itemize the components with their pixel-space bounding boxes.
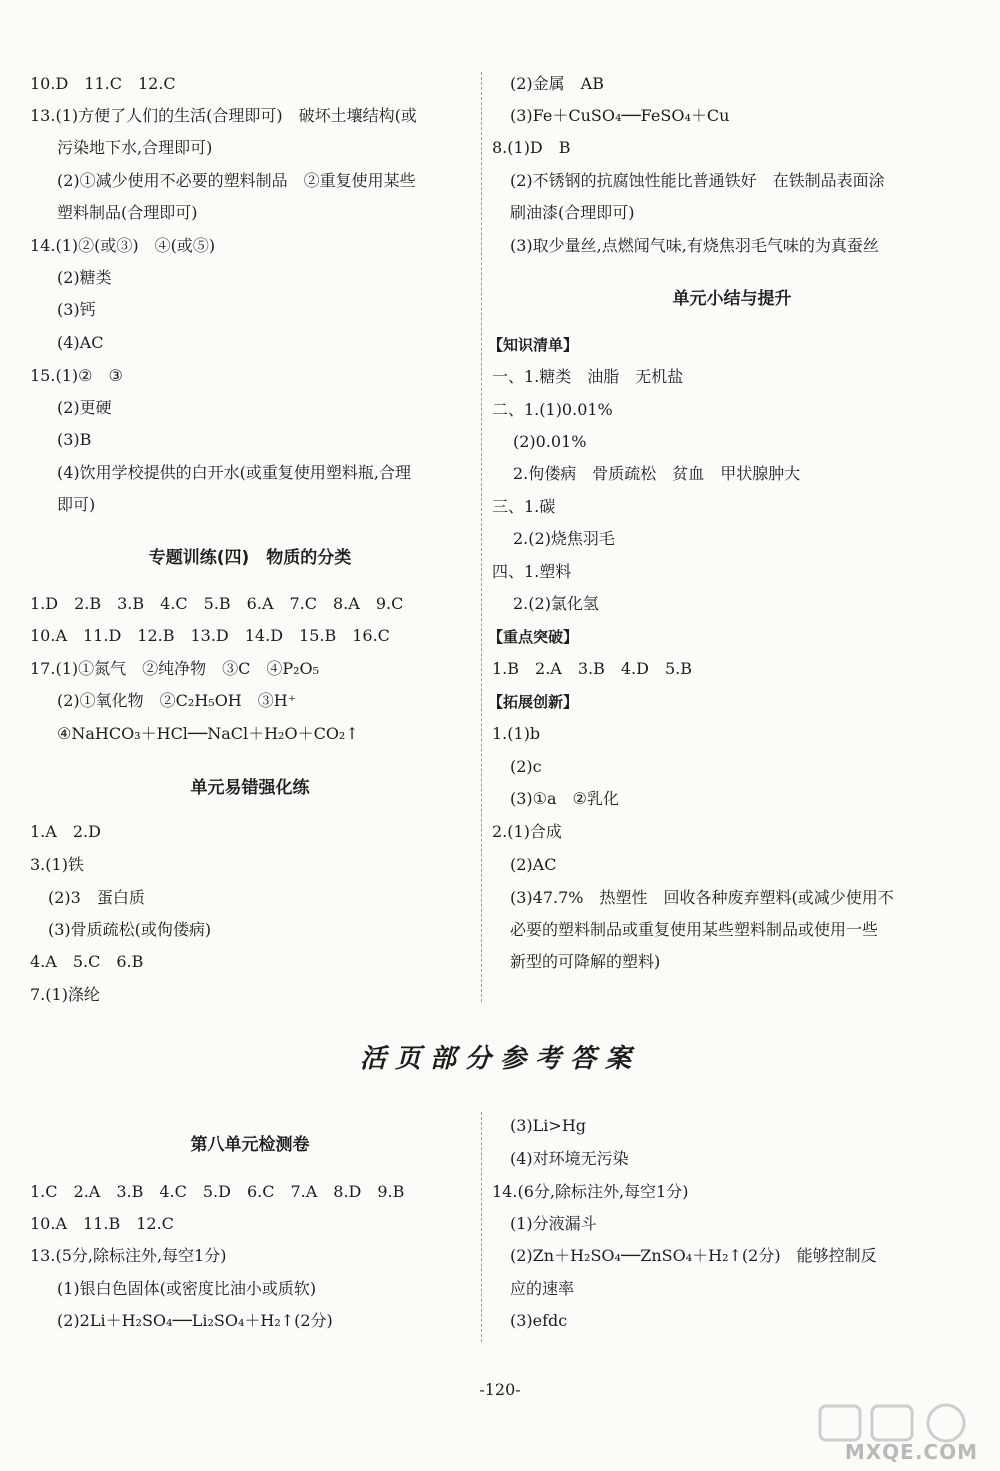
answer-line: (2)0.01% [513, 432, 587, 451]
section-heading: 专题训练(四) 物质的分类 [148, 548, 352, 568]
answer-line: (3)B [57, 430, 92, 449]
answer-line: 4.A 5.C 6.B [30, 952, 144, 971]
section-heading: 单元易错强化练 [190, 778, 310, 798]
watermark-text: MXQE.COM [844, 1440, 978, 1464]
answer-line: (4)AC [57, 333, 104, 352]
section-tag: 【重点突破】 [488, 628, 579, 646]
answer-line: 1.A 2.D [30, 822, 101, 841]
answer-line: (3)骨质疏松(或佝偻病) [48, 920, 212, 939]
answer-line: 2.佝偻病 骨质疏松 贫血 甲状腺肿大 [513, 464, 801, 483]
section-tag: 【知识清单】 [488, 336, 579, 354]
answer-line: (2)3 蛋白质 [48, 888, 145, 907]
answer-line: (1)分液漏斗 [510, 1214, 597, 1233]
page-number: -120- [479, 1380, 521, 1399]
answer-line: (3)钙 [57, 300, 96, 319]
answer-line: 塑料制品(合理即可) [57, 203, 198, 222]
answer-line: (4)饮用学校提供的白开水(或重复使用塑料瓶,合理 [57, 463, 411, 482]
section-tag: 【拓展创新】 [488, 693, 579, 711]
answer-line: 污染地下水,合理即可) [57, 138, 213, 157]
column-divider-bottom [481, 1112, 482, 1342]
answer-line: 一、1.糖类 油脂 无机盐 [492, 367, 684, 386]
answer-line: (2)2Li＋H₂SO₄──Li₂SO₄＋H₂↑(2分) [57, 1311, 333, 1330]
answer-line: 必要的塑料制品或重复使用某些塑料制品或使用一些 [510, 920, 879, 939]
answer-line: (2)①减少使用不必要的塑料制品 ②重复使用某些 [57, 171, 416, 190]
answer-line: 14.(1)②(或③) ④(或⑤) [30, 236, 216, 255]
answer-line: 3.(1)铁 [30, 855, 84, 874]
answer-line: (2)更硬 [57, 398, 112, 417]
section-heading: 第八单元检测卷 [190, 1135, 310, 1155]
answer-line: 四、1.塑料 [492, 562, 572, 581]
answer-line: 应的速率 [510, 1279, 575, 1298]
answer-line: 10.D 11.C 12.C [30, 74, 176, 93]
answer-line: 2.(1)合成 [492, 822, 562, 841]
answer-line: 1.B 2.A 3.B 4.D 5.B [492, 659, 692, 678]
answer-line: 二、1.(1)0.01% [492, 400, 613, 419]
answer-line: 7.(1)涤纶 [30, 985, 100, 1004]
answer-line: (2)AC [510, 855, 557, 874]
answer-line: 1.C 2.A 3.B 4.C 5.D 6.C 7.A 8.D 9.B [30, 1182, 405, 1201]
answer-line: (2)金属 AB [510, 74, 604, 93]
answer-line: 即可) [57, 495, 96, 514]
answer-line: 1.(1)b [492, 724, 541, 743]
answer-line: 10.A 11.D 12.B 13.D 14.D 15.B 16.C [30, 626, 390, 645]
answer-line: 刷油漆(合理即可) [510, 203, 635, 222]
answer-line: (2)①氧化物 ②C₂H₅OH ③H⁺ [57, 691, 297, 710]
answer-line: (3)Li>Hg [510, 1116, 587, 1135]
answer-line: (2)不锈钢的抗腐蚀性能比普通铁好 在铁制品表面涂 [510, 171, 885, 190]
answer-line: (3)47.7% 热塑性 回收各种废弃塑料(或减少使用不 [510, 888, 894, 907]
answer-line: 13.(1)方便了人们的生活(合理即可) 破坏土壤结构(或 [30, 106, 417, 125]
answer-line: (3)Fe＋CuSO₄──FeSO₄＋Cu [510, 106, 730, 125]
answer-line: 三、1.碳 [492, 497, 556, 516]
answer-line: 13.(5分,除标注外,每空1分) [30, 1246, 227, 1265]
answer-line: (4)对环境无污染 [510, 1149, 629, 1168]
answer-line: (1)银白色固体(或密度比油小或质软) [57, 1279, 317, 1298]
answer-line: 14.(6分,除标注外,每空1分) [492, 1182, 689, 1201]
answer-line: 15.(1)② ③ [30, 366, 123, 385]
answer-line: ④NaHCO₃＋HCl──NaCl＋H₂O＋CO₂↑ [57, 724, 359, 743]
answer-line: 10.A 11.B 12.C [30, 1214, 174, 1233]
answer-line: (3)取少量丝,点燃闻气味,有烧焦羽毛气味的为真蚕丝 [510, 236, 879, 255]
appendix-title: 活页部分参考答案 [359, 1044, 640, 1074]
answer-line: (2)c [510, 757, 542, 776]
answer-line: 8.(1)D B [492, 138, 571, 157]
answer-line: 2.(2)烧焦羽毛 [513, 529, 615, 548]
answer-line: 1.D 2.B 3.B 4.C 5.B 6.A 7.C 8.A 9.C [30, 594, 404, 613]
column-divider-top [481, 72, 482, 1002]
answer-line: (2)Zn＋H₂SO₄──ZnSO₄＋H₂↑(2分) 能够控制反 [510, 1246, 877, 1265]
answer-line: 新型的可降解的塑料) [510, 952, 661, 971]
section-heading: 单元小结与提升 [672, 289, 792, 309]
answer-line: 2.(2)氯化氢 [513, 594, 599, 613]
answer-line: (3)efdc [510, 1311, 568, 1330]
answer-line: (2)糖类 [57, 268, 112, 287]
answer-line: (3)①a ②乳化 [510, 789, 619, 808]
answer-line: 17.(1)①氮气 ②纯净物 ③C ④P₂O₅ [30, 659, 320, 678]
